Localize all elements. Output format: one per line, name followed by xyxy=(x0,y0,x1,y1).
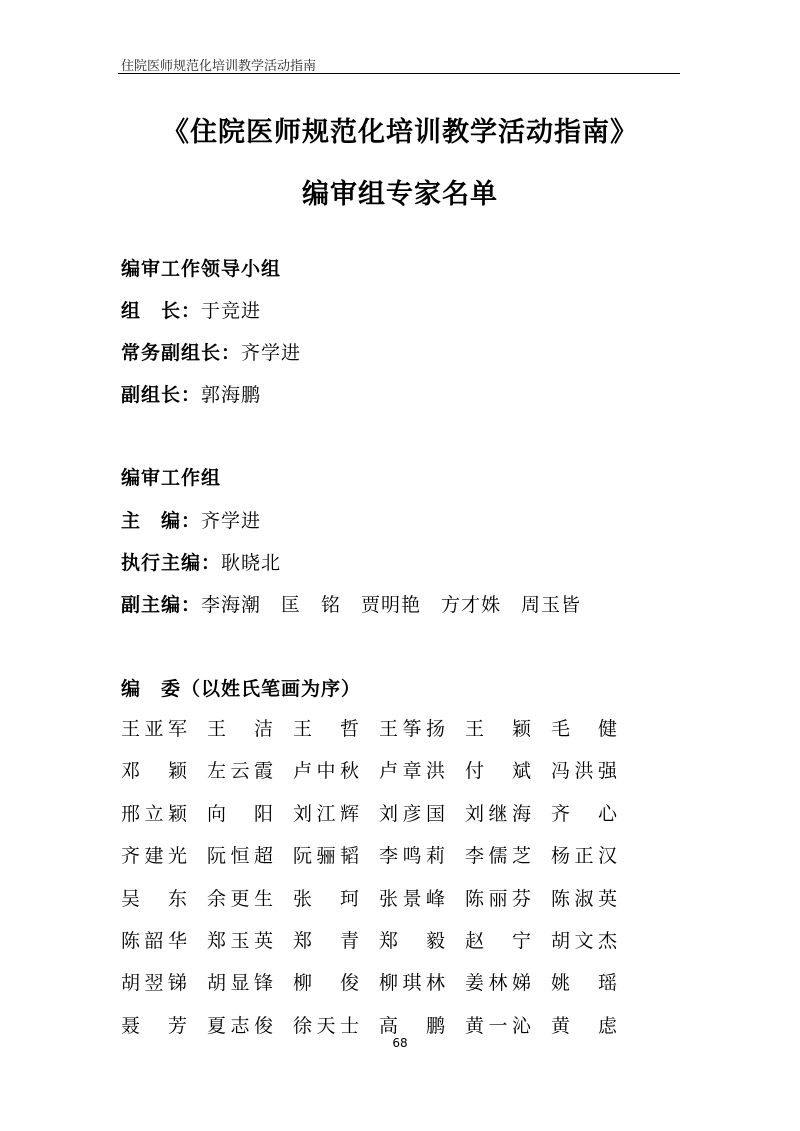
committee-member-name: 王 筝 扬 xyxy=(379,718,445,740)
committee-member-name: 向 阳 xyxy=(207,802,273,825)
committee-row xyxy=(121,799,681,829)
committee-member-name: 徐 天 士 xyxy=(293,1014,359,1037)
committee-member-name: 齐 心 xyxy=(551,802,617,825)
committee-row xyxy=(121,756,681,786)
person-name: 齐学进 xyxy=(241,342,302,364)
working-group-heading: 编审工作组 xyxy=(121,467,222,489)
leadership-heading: 编审工作领导小组 xyxy=(121,258,282,280)
committee-member-name: 刘 彦 国 xyxy=(379,802,445,825)
committee-row xyxy=(121,884,681,914)
committee-member-name: 姚 瑶 xyxy=(551,972,617,995)
committee-member-name: 冯 洪 强 xyxy=(551,760,617,783)
committee-member-name: 聂 芳 xyxy=(121,1014,187,1037)
committee-member-name: 刘 江 辉 xyxy=(293,802,359,825)
person-name: 耿晓北 xyxy=(221,552,282,574)
committee-member-name: 李 儒 芝 xyxy=(465,845,531,868)
committee-row xyxy=(121,968,681,998)
committee-member-name: 赵 宁 xyxy=(465,930,531,952)
committee-member-name: 杨 正 汉 xyxy=(551,845,617,868)
leadership-row-executive-deputy xyxy=(121,338,301,365)
committee-row xyxy=(121,714,681,744)
committee-member-name: 吴 东 xyxy=(121,887,187,910)
committee-member-name: 付 斌 xyxy=(465,760,531,783)
committee-member-name: 姜 林 娣 xyxy=(465,972,531,995)
committee-member-name: 陈 淑 英 xyxy=(551,887,617,910)
committee-heading: 编 委（以姓氏笔画为序） xyxy=(121,678,362,700)
committee-member-name: 齐 建 光 xyxy=(121,845,187,868)
person-name: 齐学进 xyxy=(201,510,262,532)
working-group-row-editor xyxy=(121,506,261,533)
committee-row xyxy=(121,841,681,871)
committee-member-name: 柳 俊 xyxy=(293,972,359,995)
header-rule xyxy=(118,73,680,74)
role-label: 常务副组长： xyxy=(121,342,242,364)
committee-member-name: 黄 一 沁 xyxy=(465,1014,531,1037)
committee-row xyxy=(121,926,681,956)
document-title: 《住院医师规范化培训教学活动指南》 xyxy=(162,117,638,148)
committee-member-name: 邢 立 颖 xyxy=(121,802,187,825)
working-group-row-deputy-editors xyxy=(121,590,581,617)
committee-member-name: 邓 颖 xyxy=(121,760,187,783)
document-subtitle: 编审组专家名单 xyxy=(302,179,498,210)
person-name: 郭海鹏 xyxy=(201,384,262,406)
committee-member-name: 卢 章 洪 xyxy=(379,760,445,783)
working-group-row-executive-editor xyxy=(121,548,281,575)
committee-member-name: 夏 志 俊 xyxy=(207,1014,273,1037)
committee-member-name: 刘 继 海 xyxy=(465,802,531,825)
committee-member-name: 胡 文 杰 xyxy=(551,930,617,952)
committee-member-name: 李 鸣 莉 xyxy=(379,845,445,868)
committee-member-name: 王 颖 xyxy=(465,718,531,740)
committee-member-name: 阮 骊 韬 xyxy=(293,845,359,868)
person-name: 于竞进 xyxy=(201,300,262,322)
committee-member-name: 郑 青 xyxy=(293,930,359,952)
role-label: 主 编： xyxy=(121,510,202,532)
committee-member-name: 柳 琪 林 xyxy=(379,972,445,995)
committee-member-name: 余 更 生 xyxy=(207,887,273,910)
committee-member-name: 毛 健 xyxy=(551,718,617,740)
committee-member-name: 陈 韶 华 xyxy=(121,930,187,952)
committee-member-name: 胡 翌 锑 xyxy=(121,972,187,995)
leadership-row-deputy xyxy=(121,380,261,407)
person-name-list: 李海潮 匡 铭 贾明艳 方才姝 周玉皆 xyxy=(201,594,582,616)
committee-member-name: 卢 中 秋 xyxy=(293,760,359,783)
committee-member-name: 张 景 峰 xyxy=(379,887,445,910)
role-label: 副组长： xyxy=(121,384,202,406)
committee-member-name: 郑 毅 xyxy=(379,930,445,952)
page-number: 68 xyxy=(392,1036,408,1050)
role-label: 组 长： xyxy=(121,300,202,322)
committee-member-name: 高 鹏 xyxy=(379,1014,445,1037)
committee-member-name: 阮 恒 超 xyxy=(207,845,273,868)
committee-member-name: 王 亚 军 xyxy=(121,718,187,740)
committee-member-name: 左 云 霞 xyxy=(207,760,273,783)
role-label: 副主编： xyxy=(121,594,202,616)
leadership-row-leader xyxy=(121,296,261,323)
role-label: 执行主编： xyxy=(121,552,222,574)
committee-member-name: 王 哲 xyxy=(293,718,359,740)
committee-member-name: 张 珂 xyxy=(293,887,359,910)
committee-member-name: 陈 丽 芬 xyxy=(465,887,531,910)
running-header: 住院医师规范化培训教学活动指南 xyxy=(121,59,317,74)
committee-member-name: 胡 显 锋 xyxy=(207,972,273,995)
committee-member-name: 王 洁 xyxy=(207,718,273,740)
committee-member-name: 郑 玉 英 xyxy=(207,930,273,952)
committee-member-name: 黄 虑 xyxy=(551,1014,617,1037)
